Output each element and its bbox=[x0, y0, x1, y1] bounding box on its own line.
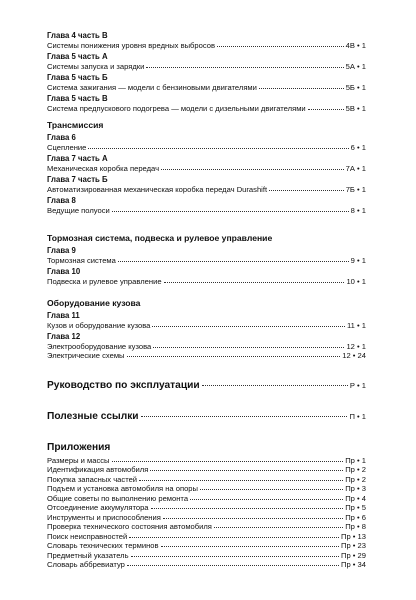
toc-entry-title: Отсоединение аккумулятора bbox=[47, 503, 149, 512]
toc-entry-title: Подвеска и рулевое управление bbox=[47, 276, 162, 286]
dot-leader bbox=[200, 489, 343, 490]
dot-leader bbox=[202, 385, 348, 386]
toc-entry-title: Размеры и массы bbox=[47, 455, 110, 465]
dot-leader bbox=[150, 470, 343, 471]
dot-leader bbox=[153, 347, 344, 348]
dot-leader bbox=[118, 261, 349, 262]
toc-entry-page: 10 • 1 bbox=[346, 276, 366, 286]
toc-entry-title: Полезные ссылки bbox=[47, 410, 139, 422]
dot-leader bbox=[164, 282, 345, 283]
dot-leader bbox=[269, 190, 344, 191]
dot-leader bbox=[139, 480, 343, 481]
dot-leader bbox=[131, 556, 339, 557]
appendix-entry[interactable] bbox=[47, 551, 366, 561]
dot-leader bbox=[214, 527, 343, 528]
toc-entry[interactable] bbox=[47, 83, 366, 93]
dot-leader bbox=[88, 148, 348, 149]
toc-entry[interactable] bbox=[47, 351, 366, 361]
toc-entry-title: Кузов и оборудование кузова bbox=[47, 320, 151, 330]
toc-entry-page: Пр • 2 bbox=[345, 474, 366, 484]
chapter-heading: Глава 8 bbox=[47, 196, 76, 205]
toc-entry-page: Пр • 5 bbox=[345, 503, 366, 512]
toc-entry-title: Система предпускового подогрева — модели с дизельными двигателями bbox=[47, 103, 306, 113]
dot-leader bbox=[129, 537, 339, 538]
toc-entry-title: Автоматизированная механическая коробка передач Durashift bbox=[47, 184, 268, 194]
dot-leader bbox=[161, 169, 344, 170]
toc-entry-title: Тормозная система bbox=[47, 255, 116, 265]
toc-entry-manual[interactable] bbox=[47, 379, 366, 392]
chapter-heading: Глава 7 часть А bbox=[47, 154, 108, 163]
toc-entry[interactable] bbox=[47, 321, 366, 331]
chapter-heading: Глава 11 bbox=[47, 311, 80, 320]
chapter-heading: Глава 5 часть Б bbox=[47, 73, 108, 82]
toc-entry-title: Сцепление bbox=[47, 142, 87, 152]
toc-entry-page: 8 • 1 bbox=[350, 205, 366, 215]
chapter-heading: Глава 6 bbox=[47, 133, 76, 142]
appendix-entry[interactable] bbox=[47, 475, 366, 485]
appendix-entry[interactable] bbox=[47, 513, 366, 523]
toc-entry-page: 11 • 1 bbox=[347, 320, 366, 330]
toc-entry-page: 12 • 1 bbox=[346, 341, 366, 351]
appendix-entry[interactable] bbox=[47, 522, 366, 532]
toc-entry[interactable] bbox=[47, 164, 366, 174]
dot-leader bbox=[308, 109, 344, 110]
toc-entry-page: Пр • 1 bbox=[345, 455, 366, 465]
toc-entry-links[interactable] bbox=[47, 410, 366, 423]
toc-entry-page: Пр • 4 bbox=[345, 493, 366, 503]
toc-entry-page: 7А • 1 bbox=[345, 163, 366, 173]
dot-leader bbox=[141, 416, 348, 417]
toc-entry-page: П • 1 bbox=[349, 411, 366, 421]
toc-entry-page: 5А • 1 bbox=[345, 61, 366, 71]
toc-entry-title: Поиск неисправностей bbox=[47, 531, 128, 541]
toc-entry[interactable] bbox=[47, 104, 366, 114]
toc-entry-title: Предметный указатель bbox=[47, 550, 129, 560]
toc-entry-title: Словарь аббревиатур bbox=[47, 560, 125, 569]
toc-entry-title: Подъем и установка автомобиля на опоры bbox=[47, 484, 198, 493]
dot-leader bbox=[259, 88, 344, 89]
section-title-transmission: Трансмиссия bbox=[47, 120, 104, 130]
appendix-entry[interactable] bbox=[47, 560, 366, 570]
toc-entry-page: Пр • 13 bbox=[340, 531, 366, 541]
chapter-heading: Глава 12 bbox=[47, 332, 81, 341]
toc-entry-page: Р • 1 bbox=[349, 380, 366, 390]
toc-entry-title: Покупка запасных частей bbox=[47, 474, 138, 484]
chapter-heading: Глава 5 часть В bbox=[47, 94, 108, 103]
chapter-heading: Глава 4 часть В bbox=[47, 31, 108, 40]
dot-leader bbox=[112, 211, 349, 212]
dot-leader bbox=[190, 499, 343, 500]
chapter-heading: Глава 9 bbox=[47, 246, 76, 255]
toc-entry-page: Пр • 2 bbox=[345, 465, 366, 474]
toc-entry-title: Электрооборудование кузова bbox=[47, 341, 152, 351]
dot-leader bbox=[146, 67, 343, 68]
toc-entry-page: 5В • 1 bbox=[345, 103, 366, 113]
appendix-entry[interactable] bbox=[47, 503, 366, 513]
chapter-heading: Глава 7 часть Б bbox=[47, 175, 108, 184]
section-title-body: Оборудование кузова bbox=[47, 298, 141, 308]
toc-entry[interactable] bbox=[47, 256, 366, 266]
toc-entry-page: 4В • 1 bbox=[345, 40, 366, 50]
toc-entry-page: 9 • 1 bbox=[350, 255, 366, 265]
toc-entry[interactable] bbox=[47, 41, 366, 51]
toc-entry-title: Проверка технического состояния автомобиля bbox=[47, 522, 212, 531]
toc-entry-title: Система зажигания — модели с бензиновыми двигателями bbox=[47, 82, 257, 92]
toc-entry-title: Общие советы по выполнению ремонта bbox=[47, 493, 189, 503]
appendix-entry[interactable] bbox=[47, 541, 366, 551]
toc-entry[interactable] bbox=[47, 277, 366, 287]
toc-entry-title: Инструменты и приспособления bbox=[47, 512, 161, 522]
dot-leader bbox=[112, 461, 344, 462]
toc-entry-page: Пр • 34 bbox=[340, 560, 366, 569]
dot-leader bbox=[161, 546, 339, 547]
chapter-heading: Глава 10 bbox=[47, 267, 81, 276]
toc-entry[interactable] bbox=[47, 206, 366, 216]
toc-entry-title: Ведущие полуоси bbox=[47, 205, 110, 215]
dot-leader bbox=[127, 565, 339, 566]
toc-entry-page: 7Б • 1 bbox=[345, 184, 366, 194]
appendix-entry[interactable] bbox=[47, 494, 366, 504]
appendix-entry[interactable] bbox=[47, 532, 366, 542]
toc-entry[interactable] bbox=[47, 62, 366, 72]
toc-entry[interactable] bbox=[47, 143, 366, 153]
section-title-brakes: Тормозная система, подвеска и рулевое управление bbox=[47, 233, 273, 243]
dot-leader bbox=[217, 46, 344, 47]
appendix-entry[interactable] bbox=[47, 484, 366, 494]
dot-leader bbox=[163, 518, 343, 519]
dot-leader bbox=[152, 326, 345, 327]
toc-entry-title: Механическая коробка передач bbox=[47, 163, 160, 173]
toc-entry-title: Системы понижения уровня вредных выбросов bbox=[47, 40, 215, 50]
chapter-heading: Глава 5 часть А bbox=[47, 52, 108, 61]
dot-leader bbox=[151, 508, 344, 509]
toc-entry-page: 12 • 24 bbox=[342, 351, 366, 360]
toc-entry-title: Идентификация автомобиля bbox=[47, 465, 149, 474]
toc-entry-page: Пр • 23 bbox=[340, 541, 366, 550]
toc-entry-title: Словарь технических терминов bbox=[47, 541, 159, 550]
toc-entry-title: Руководство по эксплуатации bbox=[47, 379, 200, 391]
toc-entry[interactable] bbox=[47, 342, 366, 352]
appendix-entry[interactable] bbox=[47, 456, 366, 466]
section-title-appendix: Приложения bbox=[47, 441, 111, 453]
toc-entry-page: Пр • 29 bbox=[340, 550, 366, 560]
toc-entry-page: 6 • 1 bbox=[350, 142, 366, 152]
appendix-entry[interactable] bbox=[47, 465, 366, 475]
toc-entry-page: Пр • 3 bbox=[345, 484, 366, 493]
toc-entry-title: Системы запуска и зарядки bbox=[47, 61, 145, 71]
toc-entry-page: Пр • 8 bbox=[345, 522, 366, 531]
toc-entry-title: Электрические схемы bbox=[47, 351, 125, 360]
toc-entry-page: 5Б • 1 bbox=[345, 82, 366, 92]
dot-leader bbox=[127, 356, 341, 357]
appendix-list bbox=[47, 456, 366, 570]
toc-entry[interactable] bbox=[47, 185, 366, 195]
toc-entry-page: Пр • 6 bbox=[345, 512, 366, 522]
